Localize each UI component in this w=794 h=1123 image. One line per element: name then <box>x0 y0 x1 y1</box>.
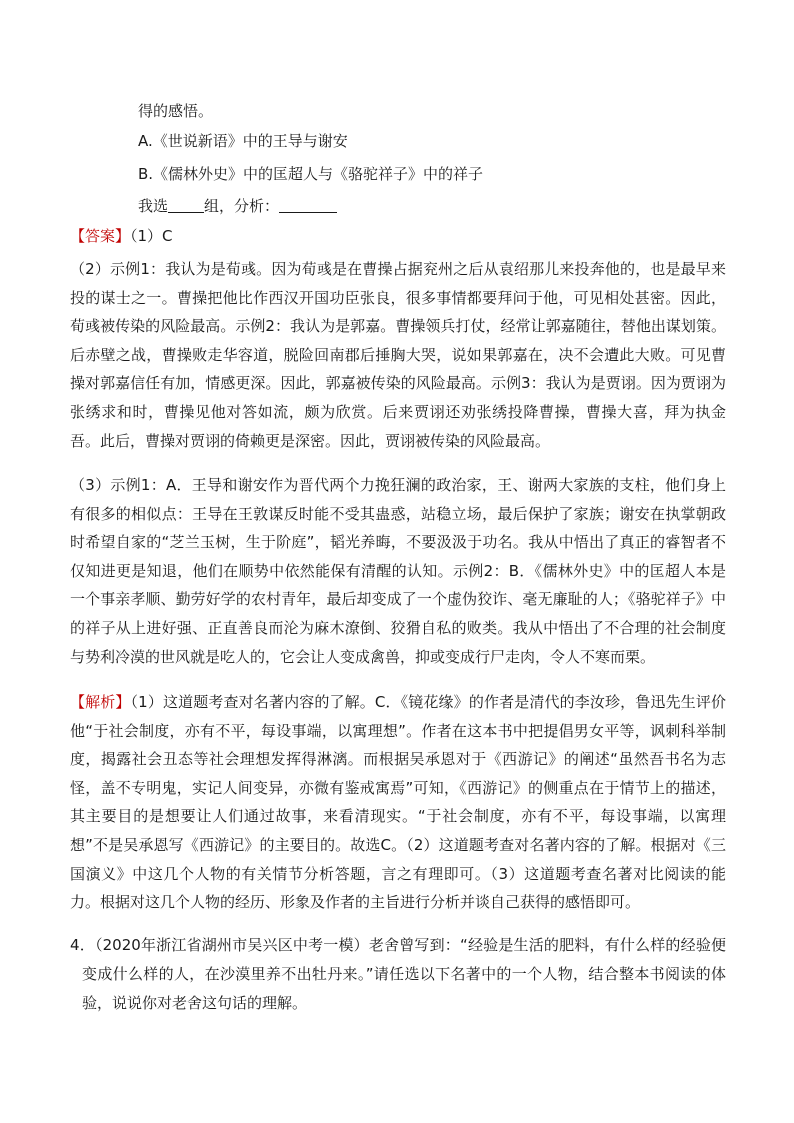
choice-mid: 组，分析： <box>204 197 280 215</box>
choice-line <box>138 196 337 216</box>
question-number: 4． <box>70 936 95 954</box>
choice-prefix: 我选 <box>138 197 169 215</box>
answer-part2: （2）示例1：我认为是荀彧。因为荀彧是在曹操占据兖州之后从袁绍那儿来投奔他的，也是最早来投的谋士之一。曹操把他比作西汉开国功臣张良，很多事情都要拜问于他，可见相处甚密。因此，荀彧被传染的风险最高。示例2：我认为是郭嘉。曹操领兵打仗，经常让郭嘉随往，替他出谋划策。后赤壁之战，曹操败走华容道，脱险回南郡后捶胸大哭，说如果郭嘉在，决不会遭此大败。可见曹操对郭嘉信任有加，情感更深。因此，郭嘉被传染的风险最高。示例3：我认为是贾诩。因为贾诩为张绣求和时，曹操见他对答如流，颇为欣赏。后来贾诩还劝张绣投降曹操，曹操大喜，拜为执金吾。此后，曹操对贾诩的倚赖更是深密。因此，贾诩被传染的风险最高。 <box>70 260 726 450</box>
analysis-blank[interactable] <box>279 196 337 213</box>
group-blank[interactable] <box>168 196 204 213</box>
option-b: B.《儒林外史》中的匡超人与《骆驼祥子》中的祥子 <box>138 165 484 183</box>
analysis-tag: 【解析】 <box>70 693 131 711</box>
question-text: （2020年浙江省湖州市吴兴区中考一模）老舍曾写到：“经验是生活的肥料，有什么样的经验便变成什么样的人，在沙漠里养不出牡丹来。”请任选以下名著中的一个人物，结合整本书阅读的体验，说说你对老舍这句话的理解。 <box>82 936 727 1012</box>
answer-part3: （3）示例1：A．王导和谢安作为晋代两个力挽狂澜的政治家，王、谢两大家族的支柱，他们身上有很多的相似点：王导在王敦谋反时能不受其蛊惑，站稳立场，最后保护了家族；谢安在执掌朝政时希望自家的“芝兰玉树，生于阶庭”，韬光养晦，不要汲汲于功名。我从中悟出了真正的睿智者不仅知进更是知退，他们在顺势中依然能保有清醒的认知。示例2：B．《儒林外史》中的匡超人本是一个事亲孝顺、勤劳好学的农村青年，最后却变成了一个虚伪狡诈、毫无廉耻的人；《骆驼祥子》中的祥子从上进好强、正直善良而沦为麻木潦倒、狡猾自私的败类。我从中悟出了不合理的社会制度与势利冷漠的世风就是吃人的，它会让人变成禽兽，抑或变成行尸走肉，令人不寒而栗。 <box>70 476 726 666</box>
answer-tag: 【答案】 <box>70 227 131 245</box>
answer-part1: （1）C <box>130 227 173 245</box>
answer-heading <box>70 226 173 246</box>
analysis-text: （1）这道题考查对名著内容的了解。C．《镜花缘》的作者是清代的李汝珍，鲁迅先生评价他“于社会制度，亦有不平，每设事端，以寓理想”。作者在这本书中把提倡男女平等，讽刺科举制度，揭露社会丑态等社会理想发挥得淋漓。而根据吴承恩对于《西游记》的阐述“虽然吾书名为志怪，盖不专明鬼，实记人间变异，亦微有鉴戒寓焉”可知，《西游记》的侧重点在于情节上的描述，其主要目的是想要让人们通过故事，来看清现实。“于社会制度，亦有不平，每设事端，以寓理想”不是吴承恩写《西游记》的主要目的。故选C。（2）这道题考查对名著内容的了解。根据对《三国演义》中这几个人物的有关情节分析答题，言之有理即可。（3）这道题考查名著对比阅读的能力。根据对这几个人物的经历、形象及作者的主旨进行分析并谈自己获得的感悟即可。 <box>70 693 726 912</box>
question-4 <box>70 931 726 1018</box>
option-a: A.《世说新语》中的王导与谢安 <box>138 132 348 150</box>
analysis-block <box>70 688 726 917</box>
intro-line: 得的感悟。 <box>138 102 214 120</box>
